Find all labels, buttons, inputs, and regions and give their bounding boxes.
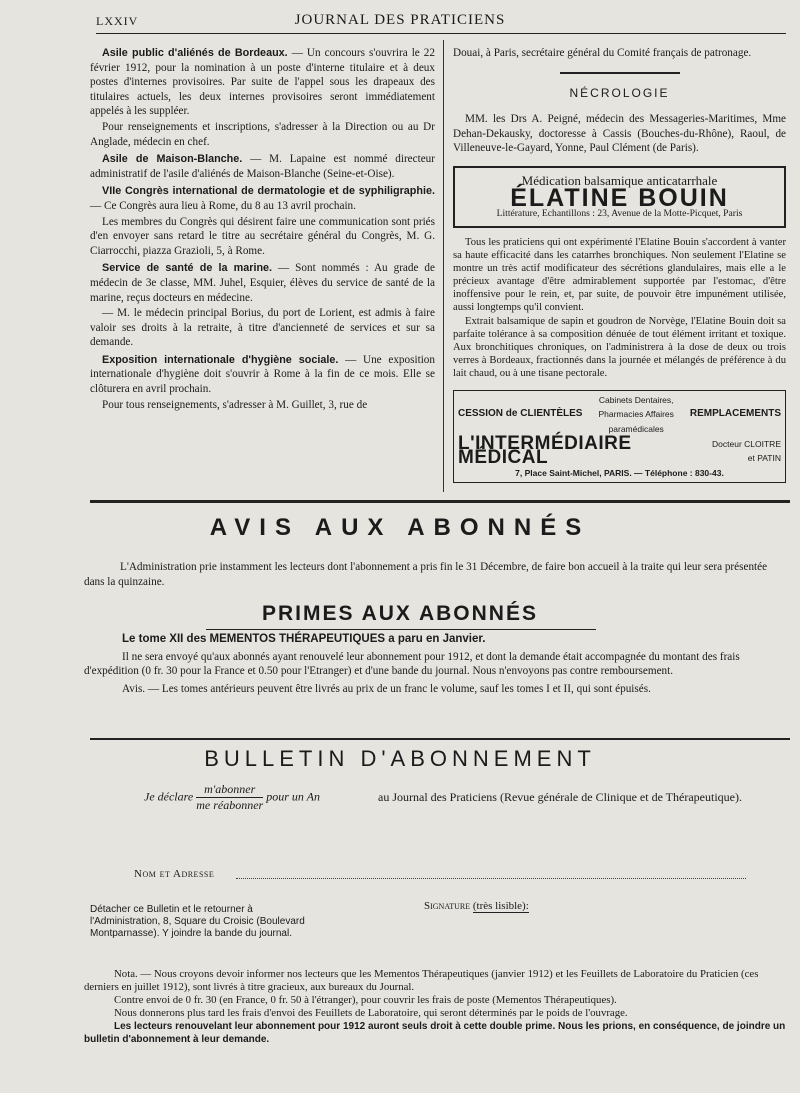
elatine-advert <box>453 166 786 228</box>
news-item: VIIe Congrès international de dermatologie et de syphiligraphie. — Ce Congrès aura lieu à Rome, du 8 au 13 avril prochain. <box>90 185 435 212</box>
advert-cession: CESSION de CLIENTÈLES <box>458 408 583 420</box>
bulletin-rule <box>90 738 790 740</box>
page-number: LXXIV <box>96 14 139 28</box>
bulletin-title: BULLETIN D'ABONNEMENT <box>204 746 596 771</box>
elatine-text-2: Extrait balsamique de sapin et goudron de Norvège, l'Elatine Bouin doit sa parfaite tolérance à sa composition dénuée de tout élément irritant et toxique. Aux bronchitiques chroniques, on l'administrera à la dose de deux ou trois verres à Bordeaux, fractionnés dans la journée et mélangés de préférence à du lait chaud, ou à une tisane pectorale. <box>453 315 786 379</box>
news-item: Les membres du Congrès qui désirent faire une communication sont priés d'en envoyer sans retard le titre au secrétaire général du Congrès, M. G. Ciarrocchi, piazza Grazioli, 5, à Rome. <box>90 215 435 257</box>
nom-adresse-field[interactable] <box>236 878 746 879</box>
primes-rule <box>206 629 596 630</box>
section-rule-thick <box>90 500 790 503</box>
continuation-text: Douai, à Paris, secrétaire général du Comité français de patronage. <box>453 47 752 59</box>
nota-p3: Nous donnerons plus tard les frais d'envoi des Feuillets de Laboratoire, qui seront déterminés par le poids de l'ouvrage. <box>114 1007 628 1019</box>
column-divider <box>443 40 444 492</box>
avis-title: AVIS AUX ABONNÉS <box>209 514 591 541</box>
necrologie-text: MM. les Drs A. Peigné, médecin des Messageries-Maritimes, Mme Dehan-Dekausky, doctoresse à Cassis (Bouches-du-Rhône), Raoul, de Villeneuve-le-Gayard, Yonne, Paul Clément (de Paris). <box>453 113 786 155</box>
news-item: — M. le médecin principal Borius, du port de Lorient, est admis à faire valoir ses droits à la retraite, à titre d'ancienneté de services et sur sa demande. <box>90 307 435 349</box>
necrologie-title: NÉCROLOGIE <box>569 85 670 100</box>
option-reabonner[interactable]: me réabonner <box>196 798 264 812</box>
signature-label: Signature (très lisible): <box>424 900 529 912</box>
nota-p1: Nota. — Nous croyons devoir informer nos lecteurs que les Mementos Thérapeutiques (janvier 1912) et les Feuillets de Laboratoire du Praticien (ces derniers en juillet 1912), sont livrés à titre gracieux, aux bureaux du Journal. <box>84 968 759 993</box>
elatine-text: Tous les praticiens qui ont expérimenté l'Elatine Bouin s'accordent à vanter sa haute efficacité dans les catarrhes bronchiques. Non seulement l'Elatine se montre un très actif modificateur des sécrétions glandulaires, mais elle a le précieux avantage d'être admirablement supportée par l'estomac, d'être inoffensive pour le rein, et, par suite, de pouvoir être impunément utilisée, aussi longtemps qu'il convient. <box>453 236 786 313</box>
advert-remplacements: REMPLACEMENTS <box>689 408 781 420</box>
pour-un-an: pour un An <box>266 789 320 804</box>
option-abonner[interactable]: m'abonner <box>196 782 263 798</box>
right-column <box>453 46 786 483</box>
nota-section <box>84 968 792 1046</box>
detacher-instructions: Détacher ce Bulletin et le retourner à l'Administration, 8, Square du Croisic (Boulevard Montparnasse). Y joindre la bande du journal. <box>90 904 305 939</box>
au-journal: au Journal des Praticiens (Revue générale de Clinique et de Thérapeutique). <box>378 790 742 804</box>
primes-title: PRIMES AUX ABONNÉS <box>262 602 538 625</box>
primes-text <box>84 632 790 696</box>
advert-intermediaire: L'INTERMÉDIAIRE MÉDICAL <box>458 432 632 469</box>
tres-lisible: (très lisible): <box>472 900 529 912</box>
news-item: Pour renseignements et inscriptions, s'adresser à la Direction ou au Dr Anglade, médecin en chef. <box>90 120 435 148</box>
advert-line: Médication balsamique anticatarrhale <box>521 172 718 188</box>
declaration <box>144 782 320 813</box>
avis-text: L'Administration prie instamment les lecteurs dont l'abonnement a pris fin le 31 Décembre, de faire bon accueil à la traite qui leur sera présentée dans la quinzaine. <box>84 561 768 588</box>
advert-address-2: 7, Place Saint-Michel, PARIS. — Téléphone : 830-43. <box>515 467 724 478</box>
news-item: Exposition internationale d'hygiène sociale. — Une exposition internationale d'hygiène doit s'ouvrir à Rome à la fin de ce mois. Elle se clôturera en avril prochain. <box>90 353 435 396</box>
news-item: Pour tous renseignements, s'adresser à M. Guillet, 3, rue de <box>102 398 368 411</box>
primes-line-1: Le tome XII des MEMENTOS THÉRAPEUTIQUES a paru en Janvier. <box>122 633 486 645</box>
advert-address: Littérature, Echantillons : 23, Avenue de la Motte-Picquet, Paris <box>496 208 743 220</box>
subscription-choice[interactable] <box>196 782 263 813</box>
left-column <box>90 46 435 413</box>
news-item: Asile de Maison-Blanche. — M. Lapaine est nommé directeur administratif de l'asile d'aliénés de Maison-Blanche (Seine-et-Oise). <box>90 153 435 180</box>
nom-adresse-label: Nom et Adresse <box>134 868 215 880</box>
je-declare: Je déclare <box>144 789 194 804</box>
nota-p2: Contre envoi de 0 fr. 30 (en France, 0 fr. 50 à l'étranger), pour couvrir les frais de poste (Mementos Thérapeutiques). <box>114 994 617 1006</box>
advert-cabinets: Cabinets Dentaires, Pharmacies Affaires paramédicales <box>598 394 674 434</box>
primes-line-3: Avis. — Les tomes antérieurs peuvent être livrés au prix de un franc le volume, sauf les tomes I et II, qui sont épuisés. <box>122 682 651 695</box>
advert-brand: ÉLATINE BOUIN <box>510 183 729 212</box>
intermediaire-advert <box>453 390 786 484</box>
advert-docteur: Docteur CLOITRE et PATIN <box>712 438 781 464</box>
section-rule <box>560 72 680 74</box>
primes-line-2: Il ne sera envoyé qu'aux abonnés ayant renouvelé leur abonnement pour 1912, et dont la demande était accompagnée du montant des frais d'expédition (0 fr. 30 pour la France et 0.50 pour l'Etranger) et d'une bande du journal. Nous n'envoyons pas contre remboursement. <box>84 650 740 677</box>
header-rule <box>96 33 786 34</box>
journal-title: JOURNAL DES PRATICIENS <box>294 12 506 28</box>
nota-p4: Les lecteurs renouvelant leur abonnement pour 1912 auront seuls droit à cette double prime. Nous les prions, en conséquence, de joindre un bulletin d'abonnement à leur demande. <box>84 1021 786 1045</box>
news-item: Asile public d'aliénés de Bordeaux. — Un concours s'ouvrira le 22 février 1912, pour la nomination à un poste d'interne titulaire et à deux postes d'internes provisoires. Par suite de l'appel sous les drapeaux des titulaires actuels, les deux internes provisoires seront immédiatement appelés à les suppléer. <box>90 47 435 118</box>
news-item: Service de santé de la marine. — Sont nommés : Au grade de médecin de 3e classe, MM. Juhel, Esquier, élèves du service de santé de la marine, reçus docteurs en médecine. <box>90 262 435 304</box>
